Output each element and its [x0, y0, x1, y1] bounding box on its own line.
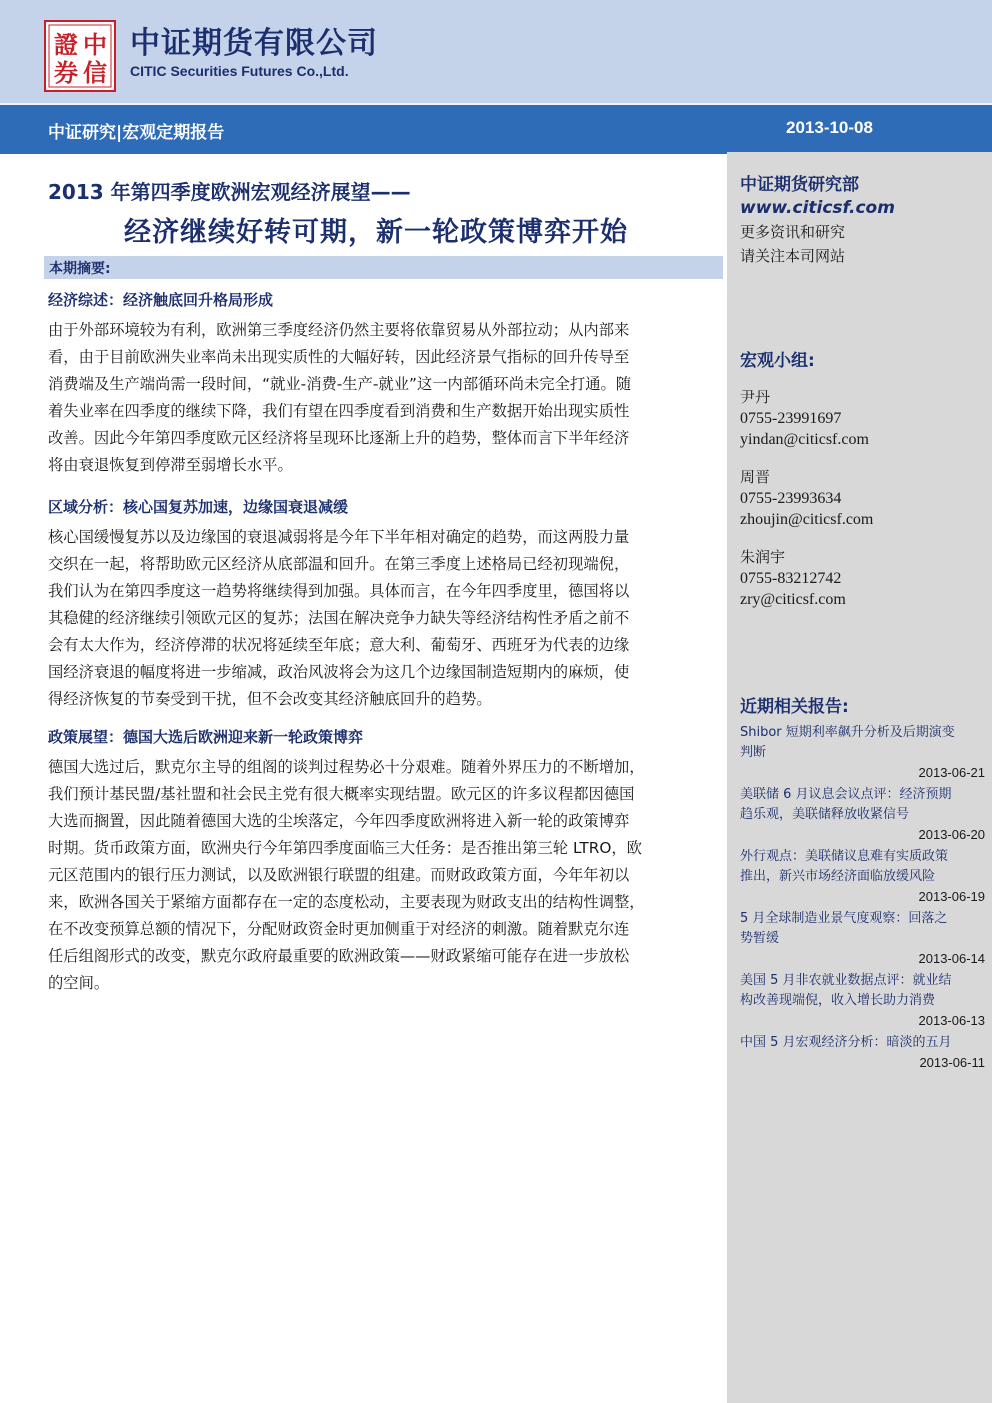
report-item-date: 2013-06-20 — [918, 827, 985, 842]
report-item-date: 2013-06-19 — [918, 889, 985, 904]
logo-char: 中 — [83, 31, 107, 59]
paragraph-line: 消费端及生产端尚需一段时间，“就业-消费-生产-就业”这一内部循环尚未完全打通。随 — [48, 375, 632, 393]
header — [0, 0, 992, 103]
paragraph-line: 交织在一起，将帮助欧元区经济从底部温和回升。在第三季度上述格局已经初现端倪， — [48, 555, 630, 573]
report-item-date: 2013-06-11 — [919, 1055, 985, 1070]
report-item-line: 外行观点：美联储议息难有实质政策 — [740, 849, 949, 864]
report-subtitle: 经济继续好转可期，新一轮政策博弈开始 — [124, 217, 628, 248]
recent-reports-block — [740, 692, 985, 1075]
report-item-date: 2013-06-13 — [918, 1013, 985, 1028]
section-policy-outlook — [48, 724, 720, 997]
report-item-line: 趋乐观，美联储释放收紧信号 — [740, 807, 910, 822]
report-title: 2013 年第四季度欧洲宏观经济展望—— — [48, 180, 411, 204]
paragraph-line: 我们认为在第四季度这一趋势将继续得到加强。具体而言，在今年四季度里，德国将以 — [48, 582, 630, 600]
report-item[interactable] — [740, 909, 985, 969]
paragraph-line: 来，欧洲各国关于紧缩方面都存在一定的态度松动，主要表现为财政支出的结构性调整， — [48, 893, 645, 911]
logo-char: 證 — [54, 31, 78, 59]
report-item-line: 美国 5 月非农就业数据点评：就业结 — [740, 973, 952, 988]
report-item-line: 5 月全球制造业景气度观察：回落之 — [740, 911, 948, 926]
report-item-line: 推出，新兴市场经济面临放缓风险 — [740, 869, 936, 884]
report-item-line: 势暂缓 — [740, 931, 780, 946]
report-category: 中证研究|宏观定期报告 — [48, 123, 225, 143]
report-item-line: 美联储 6 月议息会议点评：经济预期 — [740, 787, 952, 802]
section-body — [48, 754, 720, 997]
paragraph-line: 会有太大作为，经济停滞的状况将延续至年底；意大利、葡萄牙、西班牙为代表的边缘 — [48, 636, 630, 654]
paragraph-line: 改善。因此今年第四季度欧元区经济将呈现环比逐渐上升的趋势，整体而言下半年经济 — [48, 429, 630, 447]
report-item[interactable] — [740, 723, 985, 783]
paragraph-line: 国经济衰退的幅度将进一步缩减，政治风波将会为这几个边缘国制造短期内的麻烦，使 — [48, 663, 630, 681]
contact-phone: 0755-23993634 — [740, 490, 842, 507]
paragraph-line: 任后组阁形式的改变，默克尔政府最重要的欧洲政策——财政紧缩可能存在进一步放松 — [48, 947, 630, 965]
report-item-line: 中国 5 月宏观经济分析：暗淡的五月 — [740, 1035, 952, 1050]
contact-name: 朱润宇 — [740, 548, 786, 566]
paragraph-line: 核心国缓慢复苏以及边缘国的衰退减弱将是今年下半年相对确定的趋势，而这两股力量 — [48, 528, 630, 546]
paragraph-line: 在不改变预算总额的情况下，分配财政资金时更加侧重于对经济的刺激。随着默克尔连 — [48, 920, 630, 938]
contact-phone: 0755-23991697 — [740, 410, 842, 427]
more-info-line: 更多资讯和研究 — [740, 223, 846, 241]
paragraph-line: 得经济恢复的节奏受到干扰，但不会改变其经济触底回升的趋势。 — [48, 690, 492, 708]
summary-label: 本期摘要: — [49, 261, 111, 277]
report-item-line: Shibor 短期利率飙升分析及后期演变 — [740, 725, 955, 740]
more-info-line: 请关注本司网站 — [740, 247, 846, 265]
report-item-title — [740, 971, 985, 1011]
report-item-title — [740, 723, 985, 763]
contact-email[interactable]: zhoujin@citicsf.com — [740, 511, 874, 528]
paragraph-line: 着失业率在四季度的继续下降，我们有望在四季度看到消费和生产数据开始出现实质性 — [48, 402, 630, 420]
paragraph-line: 看，由于目前欧洲失业率尚未出现实质性的大幅好转，因此经济景气指标的回升传导至 — [48, 348, 630, 366]
report-date: 2013-10-08 — [786, 118, 873, 137]
macro-team-block — [740, 346, 985, 627]
report-item-title — [740, 909, 985, 949]
company-name-en: CITIC Securities Futures Co.,Ltd. — [130, 63, 349, 79]
paragraph-line: 时期。货币政策方面，欧洲央行今年第四季度面临三大任务：是否推出第三轮 LTRO，欧 — [48, 839, 642, 857]
section-body — [48, 524, 720, 713]
paragraph-line: 元区范围内的银行压力测试，以及欧洲银行联盟的组建。而财政政策方面，今年年初以 — [48, 866, 630, 884]
paragraph-line: 大选而搁置，因此随着德国大选的尘埃落定，今年四季度欧洲将进入新一轮的政策博弈 — [48, 812, 630, 830]
contact-phone: 0755-83212742 — [740, 570, 842, 587]
paragraph-line: 德国大选过后，默克尔主导的组阁的谈判过程势必十分艰难。随着外界压力的不断增加， — [48, 758, 645, 776]
contact-name: 尹丹 — [740, 388, 771, 406]
logo-char: 券 — [54, 59, 78, 87]
report-item-title — [740, 847, 985, 887]
logo-char: 信 — [83, 59, 107, 87]
research-dept-block — [740, 170, 985, 268]
report-item-line: 判断 — [740, 745, 767, 760]
contact-name: 周晋 — [740, 468, 771, 486]
paragraph-line: 的空间。 — [48, 974, 110, 992]
contact-card — [740, 547, 985, 610]
research-dept-title: 中证期货研究部 — [740, 175, 859, 195]
report-item[interactable] — [740, 785, 985, 845]
report-item-date: 2013-06-21 — [918, 765, 985, 780]
section-economy-overview — [48, 287, 720, 479]
contact-email[interactable]: zry@citicsf.com — [740, 591, 846, 608]
report-item[interactable] — [740, 847, 985, 907]
section-heading: 区域分析：核心国复苏加速，边缘国衰退减缓 — [48, 498, 349, 516]
section-heading: 政策展望：德国大选后欧洲迎来新一轮政策博弈 — [48, 728, 364, 746]
section-body — [48, 317, 720, 479]
report-item-title — [740, 1033, 985, 1053]
website-link[interactable]: www.citicsf.com — [740, 198, 895, 218]
contact-card — [740, 467, 985, 530]
macro-team-title: 宏观小组: — [740, 351, 815, 371]
report-banner — [0, 103, 992, 154]
report-item[interactable] — [740, 1033, 985, 1073]
report-item-date: 2013-06-14 — [918, 951, 985, 966]
paragraph-line: 由于外部环境较为有利，欧洲第三季度经济仍然主要将依靠贸易从外部拉动；从内部来 — [48, 321, 630, 339]
contact-card — [740, 387, 985, 450]
company-name-cn: 中证期货有限公司 — [130, 26, 378, 61]
report-item-title — [740, 785, 985, 825]
paragraph-line: 其稳健的经济继续引领欧元区的复苏；法国在解决竞争力缺失等经济结构性矛盾之前不 — [48, 609, 630, 627]
recent-reports-title: 近期相关报告: — [740, 697, 849, 717]
summary-bar — [44, 256, 723, 279]
company-logo — [44, 20, 116, 92]
contact-email[interactable]: yindan@citicsf.com — [740, 431, 869, 448]
report-item[interactable] — [740, 971, 985, 1031]
paragraph-line: 我们预计基民盟/基社盟和社会民主党有很大概率实现结盟。欧元区的许多议程都因德国 — [48, 785, 635, 803]
report-item-line: 构改善现端倪，收入增长助力消费 — [740, 993, 936, 1008]
section-regional-analysis — [48, 494, 720, 713]
section-heading: 经济综述：经济触底回升格局形成 — [48, 291, 274, 309]
paragraph-line: 将由衰退恢复到停滞至弱增长水平。 — [48, 456, 293, 474]
